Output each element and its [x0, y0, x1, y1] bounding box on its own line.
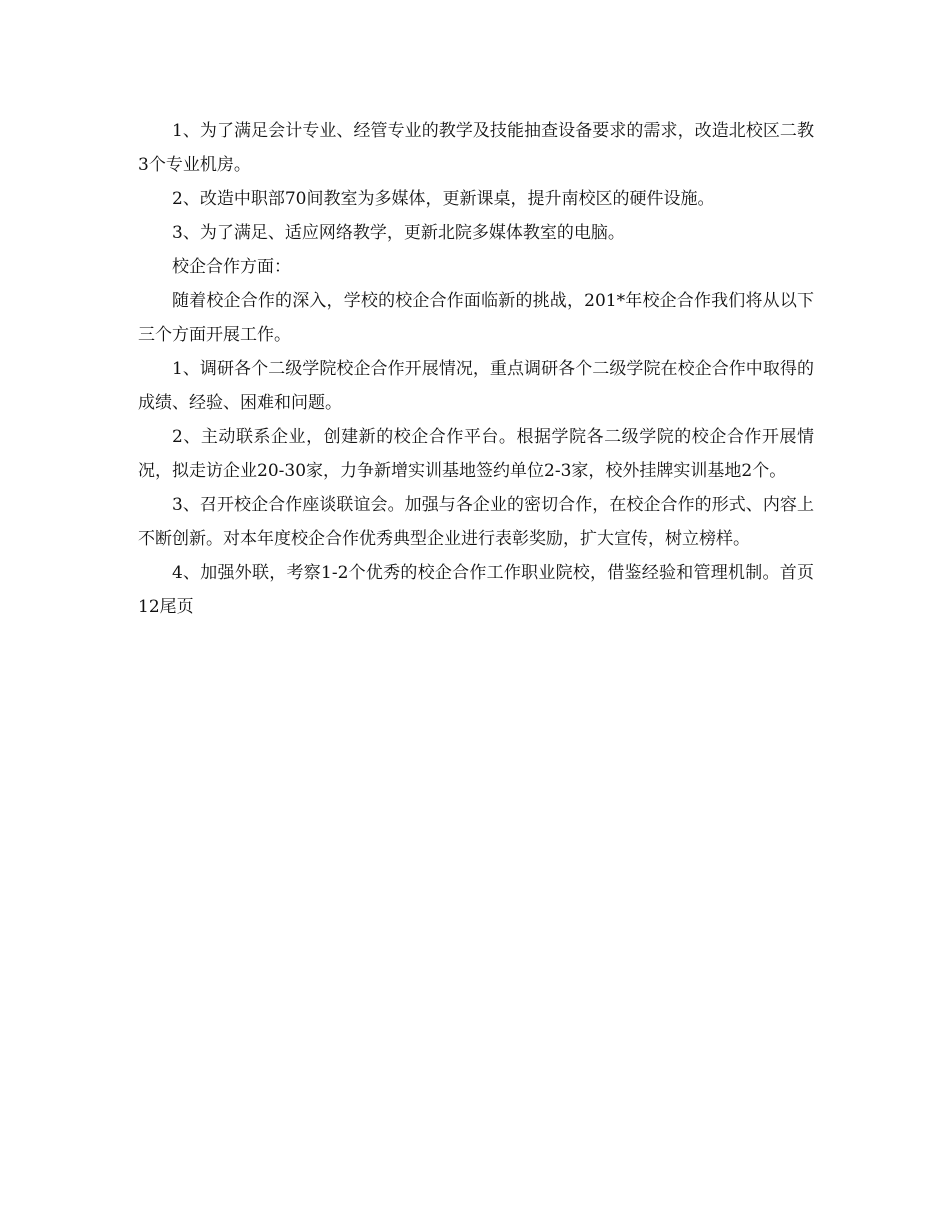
paragraph-cooperation-intro: 随着校企合作的深入，学校的校企合作面临新的挑战，201*年校企合作我们将从以下三个方面开展工作。	[138, 291, 814, 345]
section-heading-cooperation: 校企合作方面：	[172, 257, 291, 277]
paragraph-cooperation-4: 4、加强外联，考察1-2个优秀的校企合作工作职业院校，借鉴经验和管理机制。首页12尾页	[138, 563, 814, 617]
paragraph-cooperation-1: 1、调研各个二级学院校企合作开展情况，重点调研各个二级学院在校企合作中取得的成绩、经验、困难和问题。	[138, 359, 814, 413]
paragraph-equipment-2: 2、改造中职部70间教室为多媒体，更新课桌，提升南校区的硬件设施。	[172, 189, 715, 209]
document-body	[138, 114, 814, 624]
paragraph-cooperation-3: 3、召开校企合作座谈联谊会。加强与各企业的密切合作，在校企合作的形式、内容上不断创新。对本年度校企合作优秀典型企业进行表彰奖励，扩大宣传，树立榜样。	[138, 495, 814, 549]
paragraph-equipment-1: 1、为了满足会计专业、经管专业的教学及技能抽查设备要求的需求，改造北校区二教3个专业机房。	[138, 121, 814, 175]
paragraph-cooperation-2: 2、主动联系企业，创建新的校企合作平台。根据学院各二级学院的校企合作开展情况，拟走访企业20-30家，力争新增实训基地签约单位2-3家，校外挂牌实训基地2个。	[138, 427, 814, 481]
paragraph-equipment-3: 3、为了满足、适应网络教学，更新北院多媒体教室的电脑。	[172, 223, 625, 243]
